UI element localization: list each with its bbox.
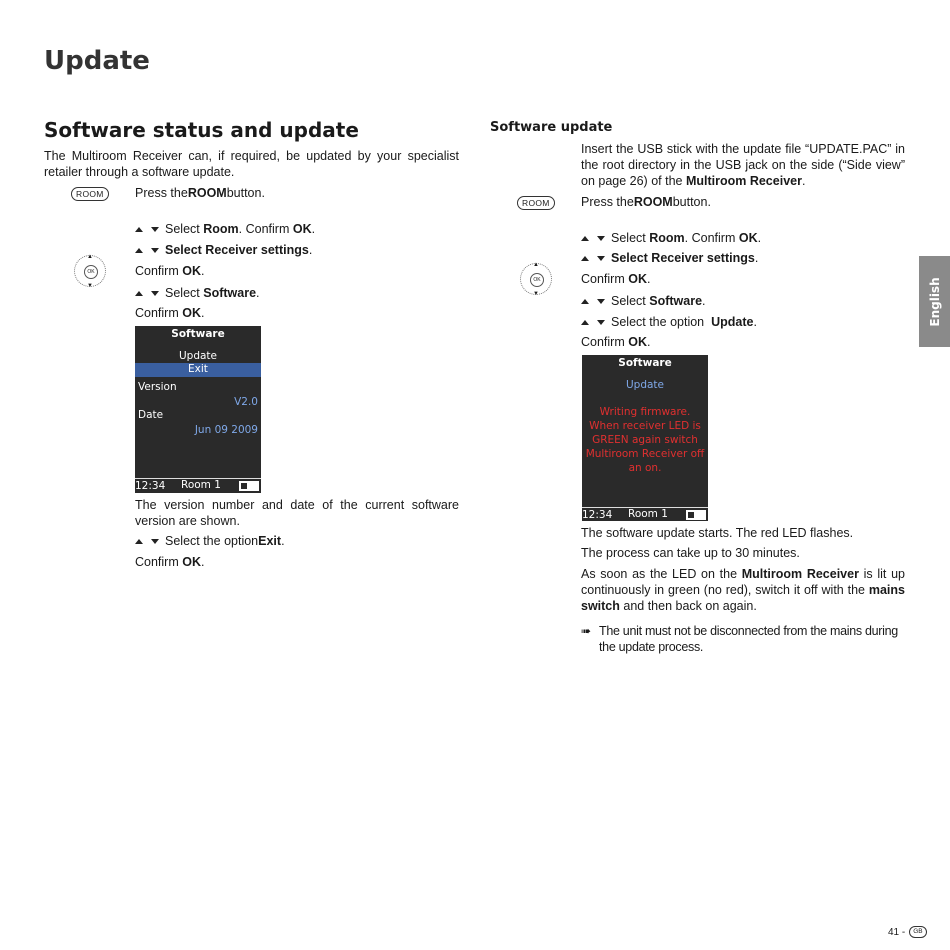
step-confirm-2: Confirm OK . [135,306,205,320]
step-select-update: Select the option Update . [581,314,757,330]
up-down-arrows-icon [581,320,605,325]
ok-navigation-pad-icon: ▲ ▼ OK [74,255,106,287]
step-select-software: Select Software . [135,285,260,301]
step-confirm-1: Confirm OK . [135,264,205,278]
software-status-screen [135,326,261,493]
menu-item-update: Update [178,350,218,362]
up-down-arrows-icon [581,256,605,261]
warning-line-3: GREEN again switch [592,434,698,446]
up-down-arrows-icon [581,299,605,304]
version-info-text: The version number and date of the current software version are shown. [135,498,459,528]
warning-line-4: Multiroom Receiver off [585,448,705,460]
battery-icon [239,481,259,491]
page-title: Update [44,46,150,76]
section-heading-update: Software update [490,120,613,135]
screen-room: Room 1 [181,479,221,491]
battery-icon [686,510,706,520]
step-confirm-2: Confirm OK . [581,335,651,349]
screen-title: Software [618,357,672,369]
warning-line-2: When receiver LED is [589,420,701,432]
intro-paragraph: The Multiroom Receiver can, if required, be updated by your specialist retailer through a software update. [44,149,459,179]
warning-line-5: an on. [628,462,662,474]
step-select-receiver-settings: Select Receiver settings . [135,242,312,258]
screen-title: Software [171,328,225,340]
up-down-arrows-icon [581,236,605,241]
step-select-software: Select Software . [581,293,706,309]
warning-line-1: Writing firmware. [599,406,691,418]
restart-instructions: As soon as the LED on the Multiroom Receiver is lit up continuously in green (no red), switch it off with the mains switch and then back on again. [581,567,905,613]
step-select-room: Select Room . Confirm OK . [135,221,315,237]
version-value: V2.0 [234,396,258,408]
step-select-room: Select Room . Confirm OK . [581,230,761,246]
up-down-arrows-icon [135,291,159,296]
up-down-arrows-icon [135,539,159,544]
update-starts-text: The software update starts. The red LED flashes. [581,526,854,540]
usb-intro-paragraph: Insert the USB stick with the update file “UPDATE.PAC” in the root directory in the USB jack on the side (“Side view” on page 26) of the Multiroom Receiver. [581,142,905,188]
room-key-icon: ROOM [71,187,109,201]
date-label: Date [138,409,164,421]
screen-room: Room 1 [628,508,668,520]
ok-navigation-pad-icon: ▲ ▼ OK [520,263,552,295]
step-select-receiver-settings: Select Receiver settings . [581,250,758,266]
menu-item-update: Update [625,379,665,391]
country-badge: GB [909,926,926,938]
screen-time: 12:34 [582,509,613,521]
step-select-exit: Select the option Exit . [135,533,285,549]
step-confirm-3: Confirm OK . [135,555,205,569]
step-confirm-1: Confirm OK . [581,272,651,286]
version-label: Version [138,381,177,393]
date-value: Jun 09 2009 [194,424,258,436]
software-update-screen [582,355,708,521]
page-number: 41 - GB [888,926,927,938]
room-key-icon: ROOM [517,196,555,210]
section-heading-status: Software status and update [44,118,359,142]
up-down-arrows-icon [135,248,159,253]
up-down-arrows-icon [135,227,159,232]
language-side-tab: English [919,256,950,347]
warning-note: The unit must not be disconnected from the mains during the update process. [599,624,898,654]
screen-time: 12:34 [135,480,166,492]
step-press-room: Press the ROOM button. [581,195,711,209]
duration-text: The process can take up to 30 minutes. [581,546,800,560]
note-arrow-icon: ➠ [581,624,592,638]
menu-item-exit: Exit [188,363,208,375]
step-press-room: Press the ROOM button. [135,186,265,200]
